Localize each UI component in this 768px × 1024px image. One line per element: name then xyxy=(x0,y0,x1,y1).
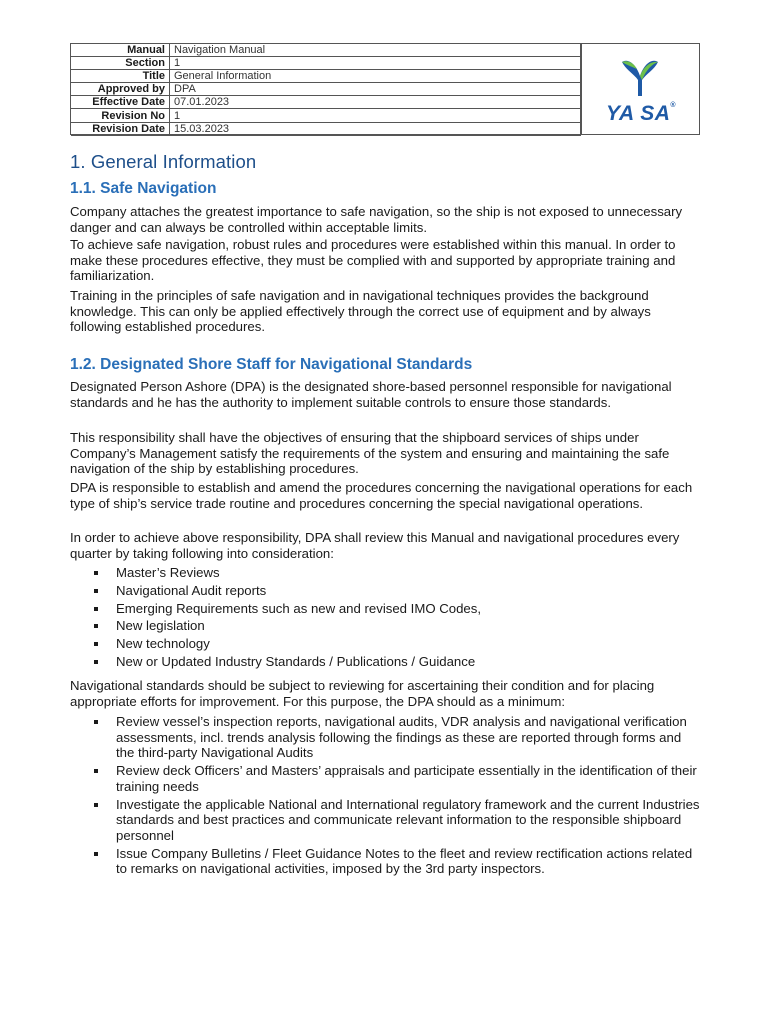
paragraph: Company attaches the greatest importance to safe navigation, so the ship is not exposed to unnecessary danger and can always be controlled within acceptable limits. xyxy=(70,204,683,235)
revision-date-label: Revision Date xyxy=(71,122,170,135)
section-label: Section xyxy=(71,57,170,70)
manual-value: Navigation Manual xyxy=(170,44,581,57)
logo-text-ya: YA xyxy=(606,102,634,125)
company-logo xyxy=(581,44,700,134)
yasa-logo-icon xyxy=(618,56,662,98)
list-item: New technology xyxy=(70,636,700,652)
list-item: Review deck Officers’ and Masters’ appraisals and participate essentially in the identification of their training needs xyxy=(70,763,700,794)
paragraph: Designated Person Ashore (DPA) is the designated shore-based personnel responsible for navigational standards and he has the authority to implement suitable controls to ensure those standards. xyxy=(70,379,672,410)
revision-no-value: 1 xyxy=(170,109,581,122)
revision-no-label: Revision No xyxy=(71,109,170,122)
list-item: New legislation xyxy=(70,618,700,634)
manual-label: Manual xyxy=(71,44,170,57)
paragraph: In order to achieve above responsibility, DPA shall review this Manual and navigational procedures every quarter by taking following into consideration: xyxy=(70,530,680,561)
table-row xyxy=(71,57,581,70)
table-row xyxy=(71,96,581,109)
document-header xyxy=(70,43,700,135)
title-value: General Information xyxy=(170,70,581,83)
effective-date-label: Effective Date xyxy=(71,96,170,109)
table-row xyxy=(71,122,581,135)
paragraph: This responsibility shall have the objectives of ensuring that the shipboard services of ships under Company’s Management satisfy the requirements of the system and ensuring and maintaining the safe navigation of the ship by establishing procedures. xyxy=(70,430,670,476)
list-item: Navigational Audit reports xyxy=(70,583,700,599)
section-1-title: 1. General Information xyxy=(70,151,257,172)
table-row xyxy=(71,44,581,57)
paragraph: Training in the principles of safe navigation and in navigational techniques provides the background knowledge. This can only be applied effectively through the correct use of equipment and by always following established procedures. xyxy=(70,288,651,334)
registered-mark: ® xyxy=(670,102,677,109)
logo-wordmark xyxy=(606,102,676,126)
approved-by-label: Approved by xyxy=(71,83,170,96)
consideration-list xyxy=(70,565,700,672)
title-label: Title xyxy=(71,70,170,83)
section-1-2-title: 1.2. Designated Shore Staff for Navigational Standards xyxy=(70,356,473,373)
logo-text-sa: SA xyxy=(640,102,671,125)
paragraph: Navigational standards should be subject to reviewing for ascertaining their condition and for placing appropriate efforts for improvement. For this purpose, the DPA should as a minimum: xyxy=(70,678,655,709)
list-item: Issue Company Bulletins / Fleet Guidance Notes to the fleet and review rectification actions related to remarks on navigational activities, imposed by the 3rd party inspectors. xyxy=(70,846,700,877)
list-item: Emerging Requirements such as new and revised IMO Codes, xyxy=(70,601,700,617)
list-item: New or Updated Industry Standards / Publications / Guidance xyxy=(70,654,700,670)
table-row xyxy=(71,70,581,83)
effective-date-value: 07.01.2023 xyxy=(170,96,581,109)
approved-by-value: DPA xyxy=(170,83,581,96)
table-row xyxy=(71,109,581,122)
revision-date-value: 15.03.2023 xyxy=(170,122,581,135)
paragraph: To achieve safe navigation, robust rules and procedures were established within this manual. In order to make these procedures effective, they must be complied with and supported by appropriate training and familiarization. xyxy=(70,237,676,283)
document-control-table xyxy=(71,44,581,136)
table-row xyxy=(71,83,581,96)
list-item: Review vessel’s inspection reports, navigational audits, VDR analysis and navigational verification assessments, incl. trends analysis following the findings as these are reported through forms and the third-party Navigational Audits xyxy=(70,714,700,761)
list-item: Investigate the applicable National and International regulatory framework and the current Industries standards and best practices and communicate relevant information to the responsible shipboard personnel xyxy=(70,797,700,844)
dpa-minimum-list xyxy=(70,714,700,879)
list-item: Master’s Reviews xyxy=(70,565,700,581)
section-value: 1 xyxy=(170,57,581,70)
section-1-1-title: 1.1. Safe Navigation xyxy=(70,180,217,197)
paragraph: DPA is responsible to establish and amend the procedures concerning the navigational operations for each type of ship’s service trade routine and procedures concerning the special navigational operations. xyxy=(70,480,693,511)
